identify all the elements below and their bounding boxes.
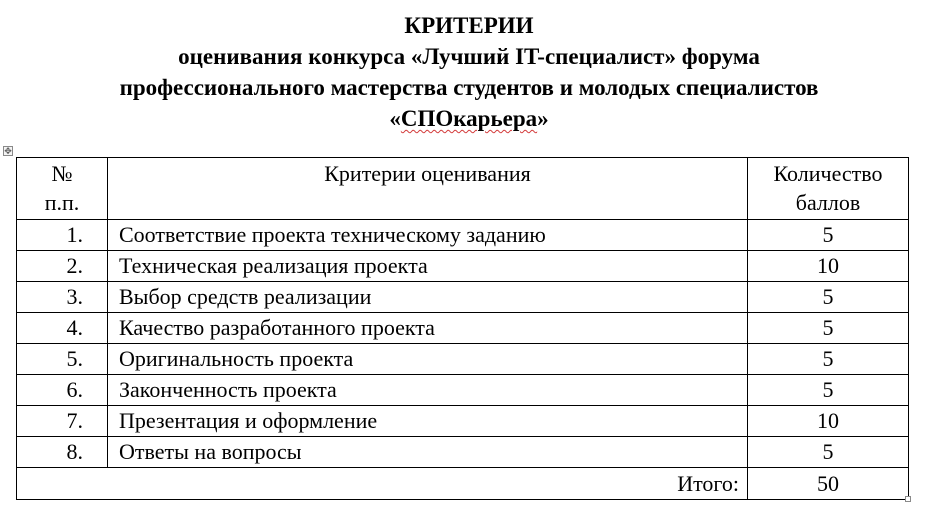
table-row — [17, 251, 909, 282]
row-criterion-cell[interactable]: Законченность проекта — [108, 375, 748, 406]
table-row — [17, 375, 909, 406]
table-row — [17, 220, 909, 251]
resize-square-icon[interactable] — [905, 496, 911, 502]
row-points-cell[interactable]: 5 — [748, 437, 909, 468]
title-line-1: КРИТЕРИИ — [404, 13, 534, 38]
title-line-2: оценивания конкурса «Лучший IT-специалист» форума — [178, 44, 760, 69]
row-points-cell[interactable]: 5 — [748, 375, 909, 406]
table-row — [17, 282, 909, 313]
row-criterion-cell[interactable]: Соответствие проекта техническому заданию — [108, 220, 748, 251]
row-points-cell[interactable]: 5 — [748, 344, 909, 375]
table-row — [17, 344, 909, 375]
header-points-line2: баллов — [795, 190, 861, 215]
row-num-cell[interactable]: 4. — [17, 313, 108, 344]
table-header-row — [17, 158, 909, 220]
table-row — [17, 313, 909, 344]
row-points-cell[interactable]: 5 — [748, 313, 909, 344]
header-points-line1: Количество — [773, 161, 883, 186]
row-criterion-cell[interactable]: Выбор средств реализации — [108, 282, 748, 313]
title-quote-close: » — [537, 106, 549, 131]
row-num-cell[interactable]: 5. — [17, 344, 108, 375]
title-quote-open: « — [389, 106, 401, 131]
header-criteria-label: Критерии оценивания — [324, 161, 531, 186]
row-num-cell[interactable]: 3. — [17, 282, 108, 313]
header-criteria-cell[interactable] — [108, 158, 748, 220]
header-num-cell[interactable] — [17, 158, 108, 220]
row-points-cell[interactable]: 10 — [748, 406, 909, 437]
title-line-4 — [0, 103, 938, 134]
row-criterion-cell[interactable]: Оригинальность проекта — [108, 344, 748, 375]
row-criterion-cell[interactable]: Ответы на вопросы — [108, 437, 748, 468]
row-points-cell[interactable]: 10 — [748, 251, 909, 282]
table-row — [17, 406, 909, 437]
move-arrows-icon[interactable]: ✥ — [4, 147, 12, 157]
row-criterion-cell[interactable]: Техническая реализация проекта — [108, 251, 748, 282]
row-criterion-cell[interactable]: Презентация и оформление — [108, 406, 748, 437]
row-num-cell[interactable]: 2. — [17, 251, 108, 282]
title-spellcheck-word: СПОкарьера — [400, 106, 538, 131]
row-points-cell[interactable]: 5 — [748, 220, 909, 251]
title-line-3: профессионального мастерства студентов и молодых специалистов — [119, 75, 819, 100]
row-num-cell[interactable]: 8. — [17, 437, 108, 468]
header-num-line1: № — [51, 161, 73, 186]
row-num-cell[interactable]: 7. — [17, 406, 108, 437]
header-num-line2: п.п. — [44, 190, 80, 215]
row-points-cell[interactable]: 5 — [748, 282, 909, 313]
row-num-cell[interactable]: 6. — [17, 375, 108, 406]
total-label-cell[interactable]: Итого: — [17, 468, 748, 500]
row-criterion-cell[interactable]: Качество разработанного проекта — [108, 313, 748, 344]
total-value-cell[interactable]: 50 — [748, 468, 909, 500]
header-points-cell[interactable] — [748, 158, 909, 220]
row-num-cell[interactable]: 1. — [17, 220, 108, 251]
table-total-row — [17, 468, 909, 500]
document-title — [0, 10, 938, 134]
criteria-table — [16, 157, 909, 500]
table-row — [17, 437, 909, 468]
